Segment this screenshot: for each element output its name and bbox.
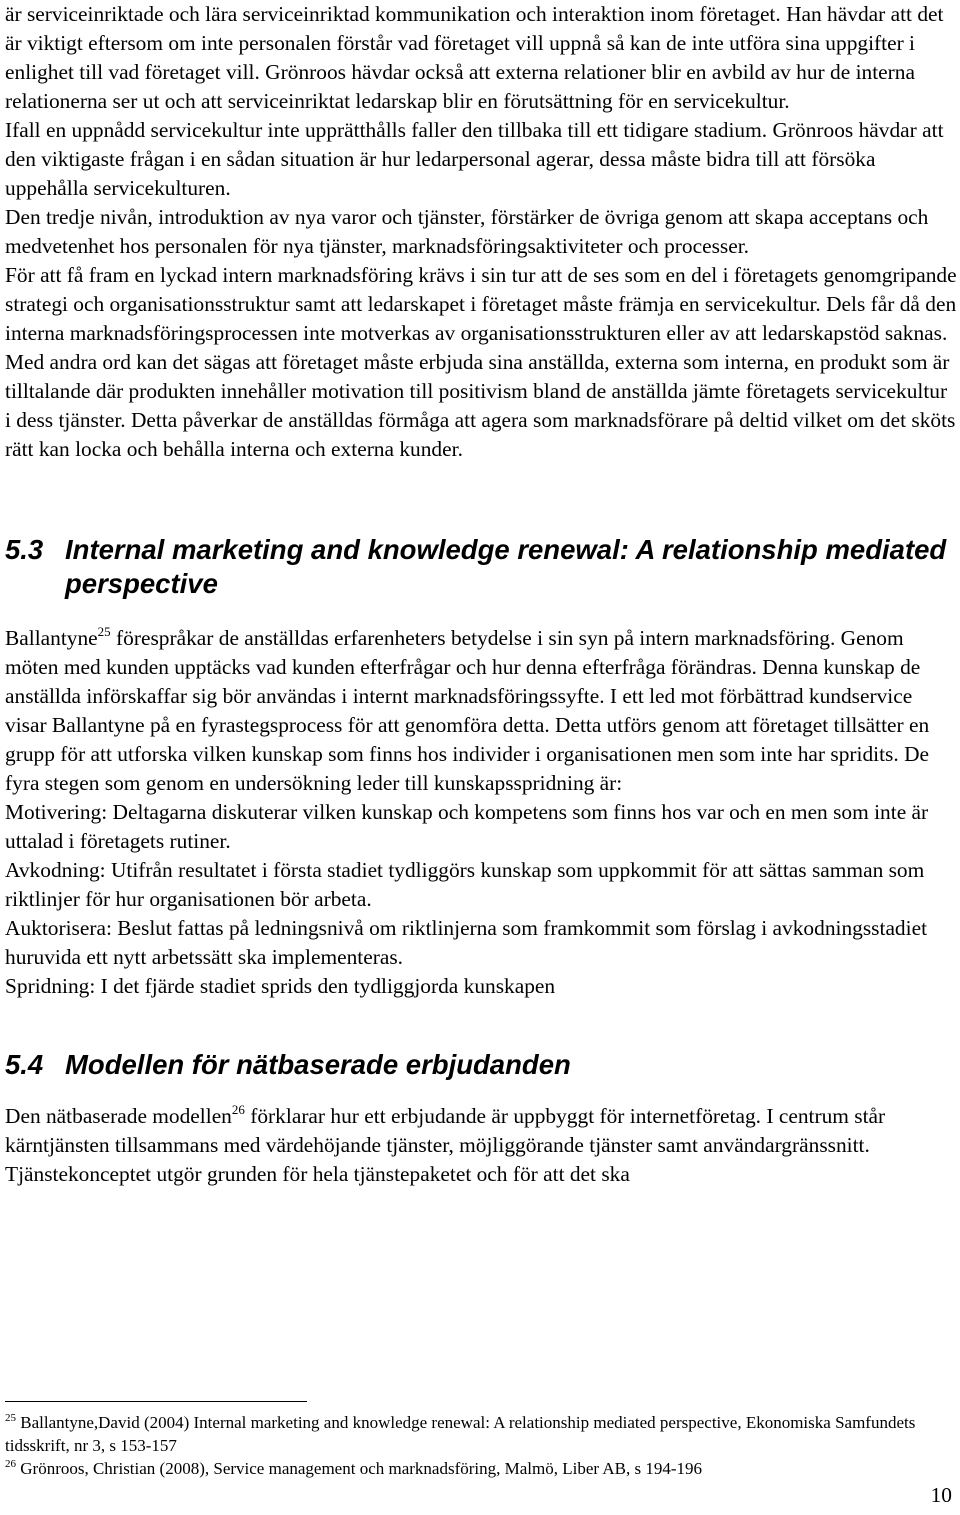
page-number: 10 <box>930 1483 952 1507</box>
section-number: 5.4 <box>5 1049 44 1080</box>
section-intro-paragraph <box>5 1102 957 1189</box>
footnote <box>5 1411 957 1457</box>
footnote-text: Ballantyne,David (2004) Internal marketing and knowledge renewal: A relationship mediated perspective, Ekonomiska Samfundets tidsskrift, nr 3, s 153-157 <box>5 1413 916 1455</box>
body-paragraph: För att få fram en lyckad intern marknadsföring krävs i sin tur att de ses som en del i företagets genomgripande strategi och organisationsstruktur samt att ledarskapet i företaget måste främja en servicekultur. Dels får då den interna marknadsföringsprocessen inte motverkas av organisationsstrukturen eller av att ledarskapstöd saknas. Med andra ord kan det sägas att företaget måste erbjuda sina anställda, externa som interna, en produkt som är tilltalande där produkten innehåller motivation till positivism bland de anställda jämte företagets servicekultur i dess tjänster. Detta påverkar de anställdas förmåga att agera som marknadsförare på deltid vilket om det sköts rätt kan locka och behålla interna och externa kunder. <box>5 263 957 461</box>
section-title: Internal marketing and knowledge renewal: A relationship mediated perspective <box>65 534 947 599</box>
section-intro-paragraph <box>5 624 957 798</box>
body-paragraph: är serviceinriktade och lära serviceinriktad kommunikation och interaktion inom företaget. Han hävdar att det är viktigt eftersom om inte personalen förstår vad företaget vill uppnå så kan de inte utföra sina uppgifter i enlighet till vad företaget vill. Grönroos hävdar också att externa relationer blir en avbild av hur de interna relationerna ser ut och att serviceinriktat ledarskap blir en förutsättning för en servicekultur. <box>5 2 944 113</box>
section-number: 5.3 <box>5 534 44 565</box>
footnote-marker: 26 <box>5 1458 16 1470</box>
step-paragraph: Auktorisera: Beslut fattas på ledningsnivå om riktlinjerna som framkommit som förslag i avkodningsstadiet huruvida ett nytt arbetssätt ska implementeras. <box>5 916 928 969</box>
step-paragraph: Motivering: Deltagarna diskuterar vilken kunskap och kompetens som finns hos var och en men som inte är uttalad i företagets rutiner. <box>5 800 929 853</box>
footnote-reference[interactable]: 26 <box>231 1102 245 1117</box>
footnote-divider <box>5 1401 307 1402</box>
section-heading-5-3 <box>5 533 957 601</box>
body-paragraph: Ifall en uppnådd servicekultur inte upprätthålls faller den tillbaka till ett tidigare stadium. Grönroos hävdar att den viktigaste frågan i en sådan situation är hur ledarpersonal agerar, dessa måste bidra till att försöka uppehålla servicekulturen. <box>5 118 944 200</box>
intro-text-start: Den nätbaserade modellen <box>5 1104 232 1128</box>
step-paragraph: Spridning: I det fjärde stadiet sprids den tydliggjorda kunskapen <box>5 974 556 998</box>
footnote-marker: 25 <box>5 1412 16 1424</box>
body-paragraph: Den tredje nivån, introduktion av nya varor och tjänster, förstärker de övriga genom att skapa acceptans och medvetenhet hos personalen för nya tjänster, marknadsföringsaktiviteter och processer. <box>5 205 929 258</box>
intro-text-start: Ballantyne <box>5 626 98 650</box>
step-paragraph: Avkodning: Utifrån resultatet i första stadiet tydliggörs kunskap som uppkommit för att sättas samman som riktlinjer för hur organisationen bör arbeta. <box>5 858 925 911</box>
intro-text-rest: förklarar hur ett erbjudande är uppbyggt för internetföretag. I centrum står kärntjänsten tillsammans med värdehöjande tjänster, möjliggörande tjänster samt användargränssnitt. Tjänstekonceptet utgör grunden för hela tjänstepaketet och för att det ska <box>5 1104 886 1186</box>
footnotes <box>5 1411 957 1480</box>
section-title: Modellen för nätbaserade erbjudanden <box>65 1049 571 1080</box>
footnote-text: Grönroos, Christian (2008), Service management och marknadsföring, Malmö, Liber AB, s 194-196 <box>16 1459 703 1478</box>
intro-text-rest: förespråkar de anställdas erfarenheters betydelse i sin syn på intern marknadsföring. Genom möten med kunden upptäcks vad kunden efterfrågar och hur denna efterfråga förändras. Denna kunskap de anställda införskaffar sig bör användas i internt marknadsföringssyfte. I ett led mot förbättrad kundservice visar Ballantyne på en fyrastegsprocess för att genomföra detta. Detta utförs genom att företaget tillsätter en grupp för att utforska vilken kunskap som finns hos individer i organisationen men som inte har spridits. De fyra stegen som genom en undersökning leder till kunskapsspridning är: <box>5 626 930 795</box>
footnote-reference[interactable]: 25 <box>97 624 111 639</box>
footnote <box>5 1457 957 1480</box>
section-heading-5-4 <box>5 1048 957 1082</box>
document-page <box>5 0 957 1189</box>
